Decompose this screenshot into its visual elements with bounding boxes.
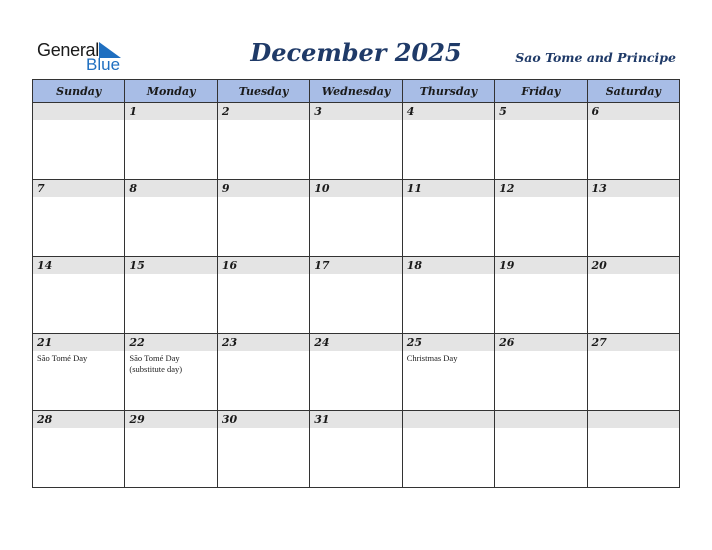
day-cell: [495, 103, 587, 180]
day-cell: [587, 180, 679, 257]
holiday-label: [218, 274, 309, 276]
day-cell: [495, 180, 587, 257]
day-number: 23: [218, 334, 309, 351]
weekday-wednesday: Wednesday: [310, 80, 402, 103]
holiday-label: [403, 274, 494, 276]
day-number: [495, 411, 586, 428]
day-number: 20: [588, 257, 679, 274]
generalblue-logo: [37, 40, 137, 74]
day-cell: [587, 411, 679, 488]
day-number: 6: [588, 103, 679, 120]
day-number: 4: [403, 103, 494, 120]
holiday-label: [588, 351, 679, 353]
holiday-label: [310, 197, 401, 199]
week-row: [33, 334, 680, 411]
holiday-label: [310, 120, 401, 122]
day-number: [403, 411, 494, 428]
day-number: 25: [403, 334, 494, 351]
day-cell: [587, 257, 679, 334]
day-cell: [402, 334, 494, 411]
day-cell: [125, 411, 217, 488]
week-row: [33, 103, 680, 180]
day-cell: [587, 334, 679, 411]
holiday-label: [33, 274, 124, 276]
weekday-header-row: [33, 80, 680, 103]
day-number: 29: [125, 411, 216, 428]
day-cell: [495, 411, 587, 488]
day-number: 21: [33, 334, 124, 351]
day-cell: [33, 180, 125, 257]
day-number: 12: [495, 180, 586, 197]
day-number: 11: [403, 180, 494, 197]
calendar-grid: [32, 79, 680, 488]
day-number: 9: [218, 180, 309, 197]
day-cell: [125, 334, 217, 411]
day-cell: [310, 334, 402, 411]
day-cell: [125, 103, 217, 180]
day-number: 19: [495, 257, 586, 274]
holiday-label: [403, 120, 494, 122]
day-cell: [402, 180, 494, 257]
holiday-label: [218, 351, 309, 353]
day-cell: [587, 103, 679, 180]
day-number: 1: [125, 103, 216, 120]
holiday-label: [218, 120, 309, 122]
holiday-label: [310, 274, 401, 276]
week-row: [33, 180, 680, 257]
country-name: Sao Tome and Principe: [515, 50, 676, 65]
logo-general-text: General: [37, 40, 99, 60]
holiday-label: [495, 274, 586, 276]
day-number: 10: [310, 180, 401, 197]
day-number: 13: [588, 180, 679, 197]
day-number: 2: [218, 103, 309, 120]
holiday-label: [588, 120, 679, 122]
logo-blue-text: Blue: [86, 55, 121, 74]
day-cell: [310, 103, 402, 180]
weekday-monday: Monday: [125, 80, 217, 103]
day-cell: [125, 257, 217, 334]
day-cell: [33, 257, 125, 334]
weekday-saturday: Saturday: [587, 80, 679, 103]
day-number: 24: [310, 334, 401, 351]
holiday-label: [495, 428, 586, 430]
holiday-label: [495, 120, 586, 122]
holiday-label: [218, 197, 309, 199]
day-cell: [495, 257, 587, 334]
holiday-label: [403, 428, 494, 430]
day-number: 18: [403, 257, 494, 274]
weekday-tuesday: Tuesday: [217, 80, 309, 103]
day-number: 22: [125, 334, 216, 351]
day-number: 17: [310, 257, 401, 274]
holiday-label: [33, 120, 124, 122]
day-number: 27: [588, 334, 679, 351]
day-number: 16: [218, 257, 309, 274]
day-cell: [33, 334, 125, 411]
day-cell: [402, 103, 494, 180]
day-cell: [310, 257, 402, 334]
holiday-label: [588, 274, 679, 276]
holiday-label: [588, 428, 679, 430]
day-number: 3: [310, 103, 401, 120]
holiday-label: [310, 351, 401, 353]
holiday-label: [33, 197, 124, 199]
holiday-label: [125, 274, 216, 276]
holiday-label: [310, 428, 401, 430]
holiday-label: Christmas Day: [406, 353, 458, 363]
holiday-label: [33, 428, 124, 430]
day-cell: [217, 180, 309, 257]
day-cell: [217, 411, 309, 488]
day-number: 15: [125, 257, 216, 274]
holiday-label: [403, 197, 494, 199]
weekday-friday: Friday: [495, 80, 587, 103]
day-number: [588, 411, 679, 428]
day-number: [33, 103, 124, 120]
week-row: [33, 411, 680, 488]
day-number: 5: [495, 103, 586, 120]
day-number: 8: [125, 180, 216, 197]
holiday-label: São Tomé Day: [37, 353, 88, 363]
day-cell: [310, 180, 402, 257]
holiday-label: [495, 197, 586, 199]
day-number: 14: [33, 257, 124, 274]
day-cell: [310, 411, 402, 488]
day-number: 28: [33, 411, 124, 428]
day-cell: [402, 411, 494, 488]
holiday-label: São Tomé Day (substitute day): [129, 353, 183, 374]
weekday-sunday: Sunday: [33, 80, 125, 103]
day-cell: [217, 334, 309, 411]
holiday-label: [218, 428, 309, 430]
day-cell: [125, 180, 217, 257]
day-number: 31: [310, 411, 401, 428]
day-cell: [33, 103, 125, 180]
holiday-label: [125, 120, 216, 122]
day-cell: [495, 334, 587, 411]
holiday-label: [125, 428, 216, 430]
day-cell: [402, 257, 494, 334]
week-row: [33, 257, 680, 334]
weekday-thursday: Thursday: [402, 80, 494, 103]
day-number: 26: [495, 334, 586, 351]
day-number: 7: [33, 180, 124, 197]
calendar-title: December 2025: [250, 38, 462, 67]
holiday-label: [125, 197, 216, 199]
day-cell: [217, 103, 309, 180]
day-cell: [217, 257, 309, 334]
day-number: 30: [218, 411, 309, 428]
holiday-label: [588, 197, 679, 199]
day-cell: [33, 411, 125, 488]
holiday-label: [495, 351, 586, 353]
